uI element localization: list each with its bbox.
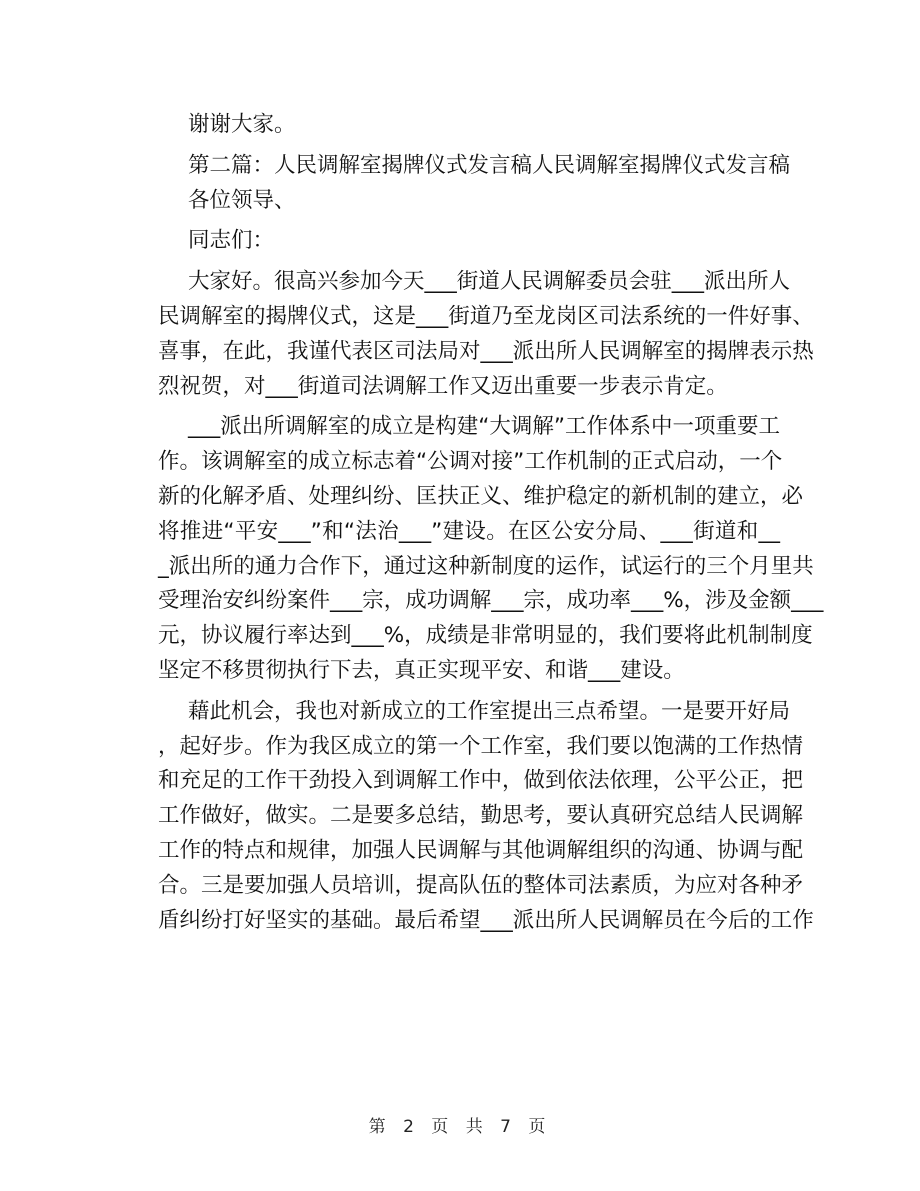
text-line: 同志们： <box>188 228 275 254</box>
text-line: 谢谢大家。 <box>188 112 296 137</box>
text-line: 喜事，在此，我谨代表区司法局对___派出所人民调解室的揭牌表示热 <box>158 338 814 364</box>
text-line: 大家好。很高兴参加今天___街道人民调解委员会驻___派出所人 <box>188 269 791 295</box>
text-line: 坚定不移贯彻执行下去，真正实现平安、和谐___建设。 <box>158 657 685 683</box>
text-line: 受理治安纠纷案件___宗，成功调解___宗，成功率___%，涉及金额___ <box>158 588 824 614</box>
text-line: 工作做好，做实。二是要多总结，勤思考，要认真研究总结人民调解 <box>158 803 804 829</box>
text-line: 藉此机会，我也对新成立的工作室提出三点希望。一是要开好局 <box>188 698 791 724</box>
text-line: ，起好步。作为我区成立的第一个工作室，我们要以饱满的工作热情 <box>158 733 804 759</box>
text-line: 烈祝贺，对___街道司法调解工作又迈出重要一步表示肯定。 <box>158 373 728 399</box>
text-line: 工作的特点和规律，加强人民调解与其他调解组织的沟通、协调与配 <box>158 837 804 863</box>
text-line: 盾纠纷打好坚实的基础。最后希望___派出所人民调解员在今后的工作 <box>158 907 814 933</box>
text-line: _派出所的通力合作下，通过这种新制度的运作，试运行的三个月里共 <box>158 553 814 579</box>
text-line: 新的化解矛盾、处理纠纷、匡扶正义、维护稳定的新机制的建立，必 <box>158 483 804 509</box>
text-line: 和充足的工作干劲投入到调解工作中，做到依法依理，公平公正，把 <box>158 768 804 794</box>
text-line: 作。该调解室的成立标志着“公调对接”工作机制的正式启动，一个 <box>158 449 783 475</box>
text-line: 各位领导、 <box>188 187 296 213</box>
page-footer: 第 2 页 共 7 页 <box>368 1117 552 1137</box>
text-line: 民调解室的揭牌仪式，这是___街道乃至龙岗区司法系统的一件好事、 <box>158 303 814 329</box>
text-line: 第二篇：人民调解室揭牌仪式发言稿人民调解室揭牌仪式发言稿 <box>188 152 791 178</box>
text-line: ___派出所调解室的成立是构建“大调解”工作体系中一项重要工 <box>188 414 781 440</box>
text-line: 将推进“平安___”和“法治___”建设。在区公安分局、___街道和__ <box>158 518 780 544</box>
text-line: 合。三是要加强人员培训，提高队伍的整体司法素质，为应对各种矛 <box>158 872 804 898</box>
text-line: 元，协议履行率达到___%，成绩是非常明显的，我们要将此机制制度 <box>158 623 813 649</box>
document-body <box>158 108 824 938</box>
